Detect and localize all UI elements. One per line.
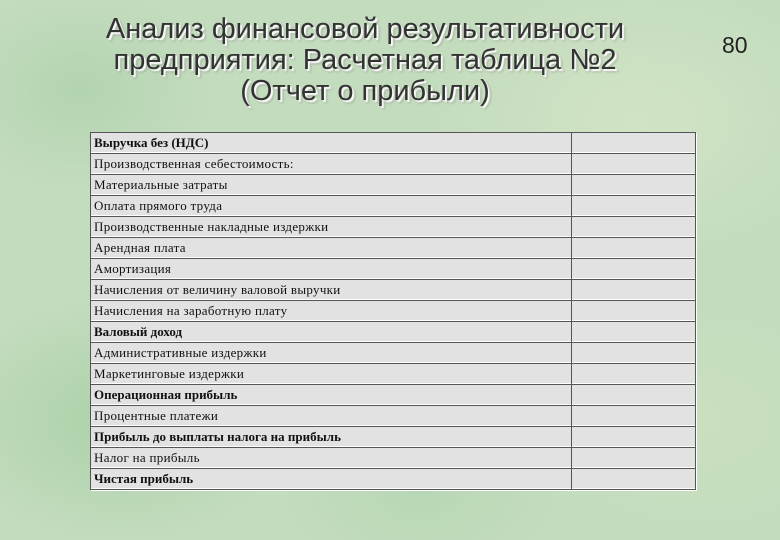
row-label-cell: Маркетинговые издержки xyxy=(91,364,572,385)
row-label-cell: Производственная себестоимость: xyxy=(91,154,572,175)
row-value-cell xyxy=(572,322,696,343)
row-value-cell xyxy=(572,364,696,385)
table-body xyxy=(91,133,696,490)
row-value-cell xyxy=(572,175,696,196)
table-row xyxy=(91,406,696,427)
row-value-cell xyxy=(572,448,696,469)
row-value-cell xyxy=(572,427,696,448)
table-row xyxy=(91,427,696,448)
row-label-cell: Производственные накладные издержки xyxy=(91,217,572,238)
row-label-cell: Оплата прямого труда xyxy=(91,196,572,217)
slide-title-line: (Отчет о прибыли) xyxy=(240,75,490,107)
row-label-cell: Валовый доход xyxy=(91,322,572,343)
row-value-cell xyxy=(572,196,696,217)
row-label-cell: Начисления от величину валовой выручки xyxy=(91,280,572,301)
row-label-cell: Процентные платежи xyxy=(91,406,572,427)
table-row xyxy=(91,217,696,238)
row-value-cell xyxy=(572,469,696,490)
row-value-cell xyxy=(572,343,696,364)
row-value-cell xyxy=(572,280,696,301)
row-value-cell xyxy=(572,385,696,406)
row-value-cell xyxy=(572,133,696,154)
table-row xyxy=(91,469,696,490)
row-value-cell xyxy=(572,301,696,322)
row-value-cell xyxy=(572,406,696,427)
row-label-cell: Налог на прибыль xyxy=(91,448,572,469)
row-label-cell: Прибыль до выплаты налога на прибыль xyxy=(91,427,572,448)
row-label-cell: Чистая прибыль xyxy=(91,469,572,490)
row-value-cell xyxy=(572,217,696,238)
table-row xyxy=(91,385,696,406)
slide-title-line: предприятия: Расчетная таблица №2 xyxy=(113,44,617,76)
row-label-cell: Материальные затраты xyxy=(91,175,572,196)
row-label-cell: Амортизация xyxy=(91,259,572,280)
table-row xyxy=(91,343,696,364)
row-label-cell: Выручка без (НДС) xyxy=(91,133,572,154)
table-row xyxy=(91,196,696,217)
row-value-cell xyxy=(572,259,696,280)
row-label-cell: Начисления на заработную плату xyxy=(91,301,572,322)
row-label-cell: Арендная плата xyxy=(91,238,572,259)
slide-title xyxy=(60,14,670,107)
slide-title-line: Анализ финансовой результативности xyxy=(105,13,625,45)
table-row xyxy=(91,448,696,469)
row-value-cell xyxy=(572,238,696,259)
table-row xyxy=(91,364,696,385)
table-row xyxy=(91,322,696,343)
table-row xyxy=(91,133,696,154)
income-statement-table xyxy=(90,132,696,490)
row-label-cell: Операционная прибыль xyxy=(91,385,572,406)
row-label-cell: Административные издержки xyxy=(91,343,572,364)
table-row xyxy=(91,175,696,196)
table-row xyxy=(91,301,696,322)
table-row xyxy=(91,280,696,301)
table-row xyxy=(91,154,696,175)
row-value-cell xyxy=(572,154,696,175)
table-row xyxy=(91,238,696,259)
page-number: 80 xyxy=(722,32,748,58)
table-row xyxy=(91,259,696,280)
